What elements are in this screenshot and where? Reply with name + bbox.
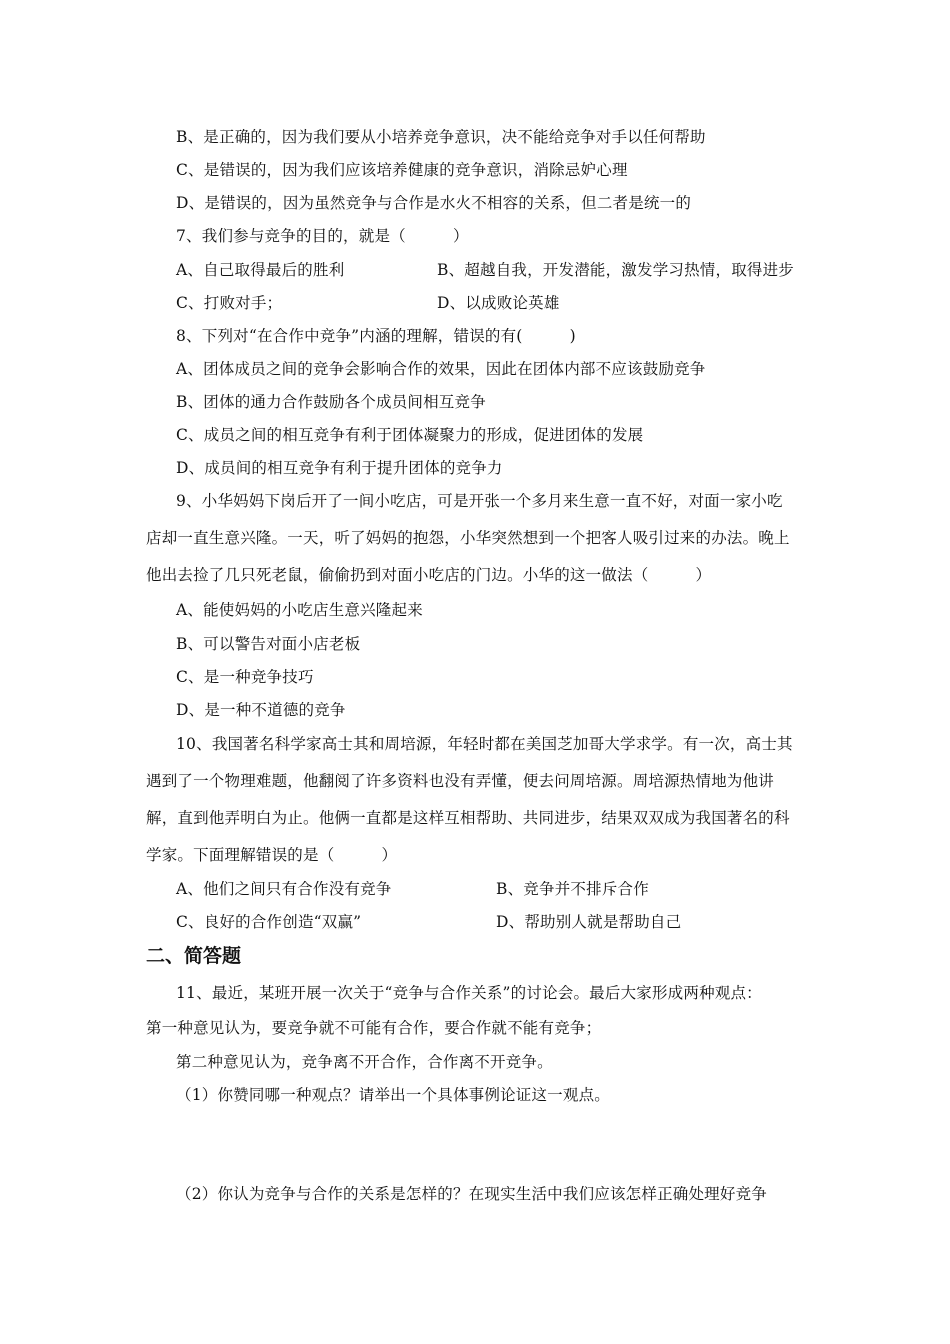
q7-option-c: C、打败对手； bbox=[176, 294, 283, 312]
q10-line-3: 解，直到他弄明白为止。他俩一直都是这样互相帮助、共同进步，结果双双成为我国著名的科 bbox=[146, 809, 790, 827]
q11-sub-question-2: （2）你认为竞争与合作的关系是怎样的？在现实生活中我们应该怎样正确处理好竞争 bbox=[176, 1185, 767, 1203]
q6-option-b: B、是正确的，因为我们要从小培养竞争意识，决不能给竞争对手以任何帮助 bbox=[176, 128, 706, 146]
q11-sub-question-1: （1）你赞同哪一种观点？请举出一个具体事例论证这一观点。 bbox=[176, 1086, 610, 1104]
q9-line-1: 9、小华妈妈下岗后开了一间小吃店，可是开张一个多月来生意一直不好，对面一家小吃 bbox=[176, 492, 783, 510]
q9-line-3: 他出去捡了几只死老鼠，偷偷扔到对面小吃店的门边。小华的这一做法（ ） bbox=[146, 566, 712, 584]
q11-line-2: 第一种意见认为，要竞争就不可能有合作，要合作就不能有竞争； bbox=[146, 1019, 602, 1037]
q8-option-b: B、团体的通力合作鼓励各个成员间相互竞争 bbox=[176, 393, 486, 411]
q10-option-b: B、竞争并不排斥合作 bbox=[496, 880, 649, 898]
section-heading: 二、简答题 bbox=[146, 945, 242, 967]
q11-line-1: 11、最近，某班开展一次关于“竞争与合作关系”的讨论会。最后大家形成两种观点： bbox=[176, 984, 762, 1002]
q10-line-4: 学家。下面理解错误的是（ ） bbox=[146, 846, 398, 864]
q10-line-1: 10、我国著名科学家高士其和周培源，年轻时都在美国芝加哥大学求学。有一次，高士其 bbox=[176, 735, 793, 753]
q6-option-d: D、是错误的，因为虽然竞争与合作是水火不相容的关系，但二者是统一的 bbox=[176, 194, 692, 212]
q10-line-2: 遇到了一个物理难题，他翻阅了许多资料也没有弄懂，便去问周培源。周培源热情地为他讲 bbox=[146, 772, 775, 790]
q9-line-2: 店却一直生意兴隆。一天，听了妈妈的抱怨，小华突然想到一个把客人吸引过来的办法。晚上 bbox=[146, 529, 790, 547]
q10-option-c: C、良好的合作创造“双赢” bbox=[176, 913, 362, 931]
q8-option-a: A、团体成员之间的竞争会影响合作的效果，因此在团体内部不应该鼓励竞争 bbox=[176, 360, 706, 378]
q8-option-d: D、成员间的相互竞争有利于提升团体的竞争力 bbox=[176, 459, 503, 477]
q7-stem: 7、我们参与竞争的目的，就是（ ） bbox=[176, 227, 469, 245]
q10-option-d: D、帮助别人就是帮助自己 bbox=[496, 913, 682, 931]
q6-option-c: C、是错误的，因为我们应该培养健康的竞争意识，消除忌妒心理 bbox=[176, 161, 628, 179]
q9-option-c: C、是一种竞争技巧 bbox=[176, 668, 314, 686]
q9-option-a: A、能使妈妈的小吃店生意兴隆起来 bbox=[176, 601, 423, 619]
q7-option-d: D、以成败论英雄 bbox=[437, 294, 560, 312]
q7-option-b: B、超越自我，开发潜能，激发学习热情，取得进步 bbox=[437, 261, 794, 279]
q7-option-a: A、自己取得最后的胜利 bbox=[176, 261, 345, 279]
q8-option-c: C、成员之间的相互竞争有利于团体凝聚力的形成，促进团体的发展 bbox=[176, 426, 644, 444]
q8-stem: 8、下列对“在合作中竞争”内涵的理解，错误的有( ) bbox=[176, 327, 576, 345]
q10-option-a: A、他们之间只有合作没有竞争 bbox=[176, 880, 392, 898]
q11-line-3: 第二种意见认为，竞争离不开合作，合作离不开竞争。 bbox=[176, 1053, 553, 1071]
q9-option-d: D、是一种不道德的竞争 bbox=[176, 701, 346, 719]
q9-option-b: B、可以警告对面小店老板 bbox=[176, 635, 361, 653]
